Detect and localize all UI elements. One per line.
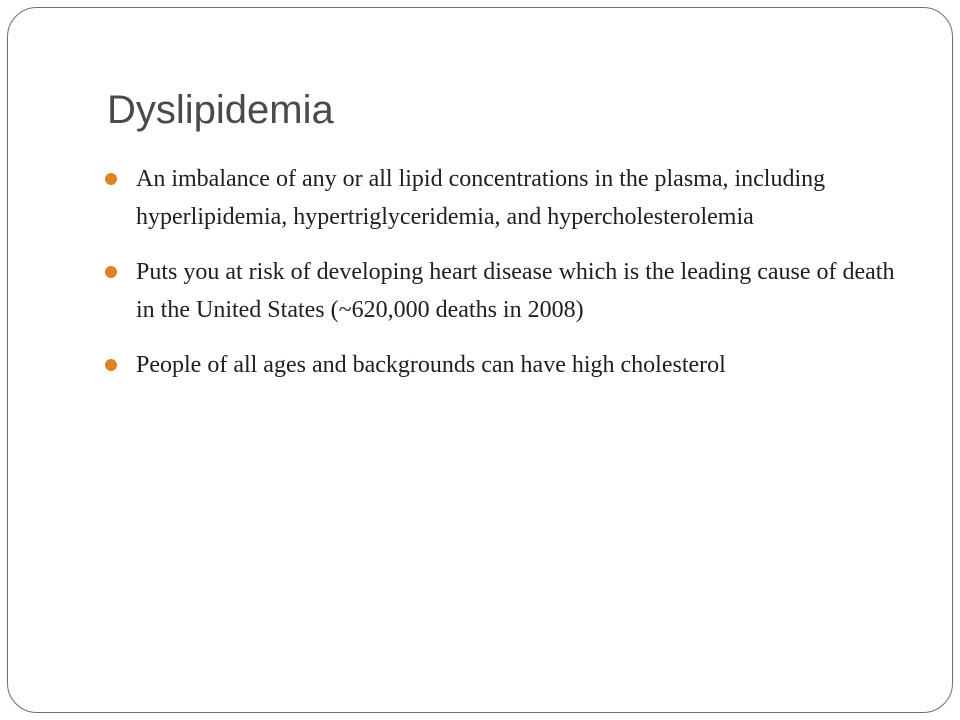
bullet-text: Puts you at risk of developing heart disease which is the leading cause of death in the United States (~620,000 deaths in 2008) — [136, 259, 895, 323]
bullet-text: An imbalance of any or all lipid concentrations in the plasma, including hyperlipidemia, hypertriglyceridemia, and hypercholesterolemia — [136, 166, 826, 230]
bullet-text: People of all ages and backgrounds can have high cholesterol — [136, 352, 726, 378]
bullet-item — [105, 346, 900, 384]
bullet-dot-icon — [105, 173, 117, 185]
slide-title: Dyslipidemia — [107, 88, 334, 132]
bullet-item — [105, 253, 900, 329]
bullet-item — [105, 160, 900, 236]
bullet-list — [105, 160, 900, 401]
bullet-dot-icon — [105, 359, 117, 371]
bullet-dot-icon — [105, 266, 117, 278]
